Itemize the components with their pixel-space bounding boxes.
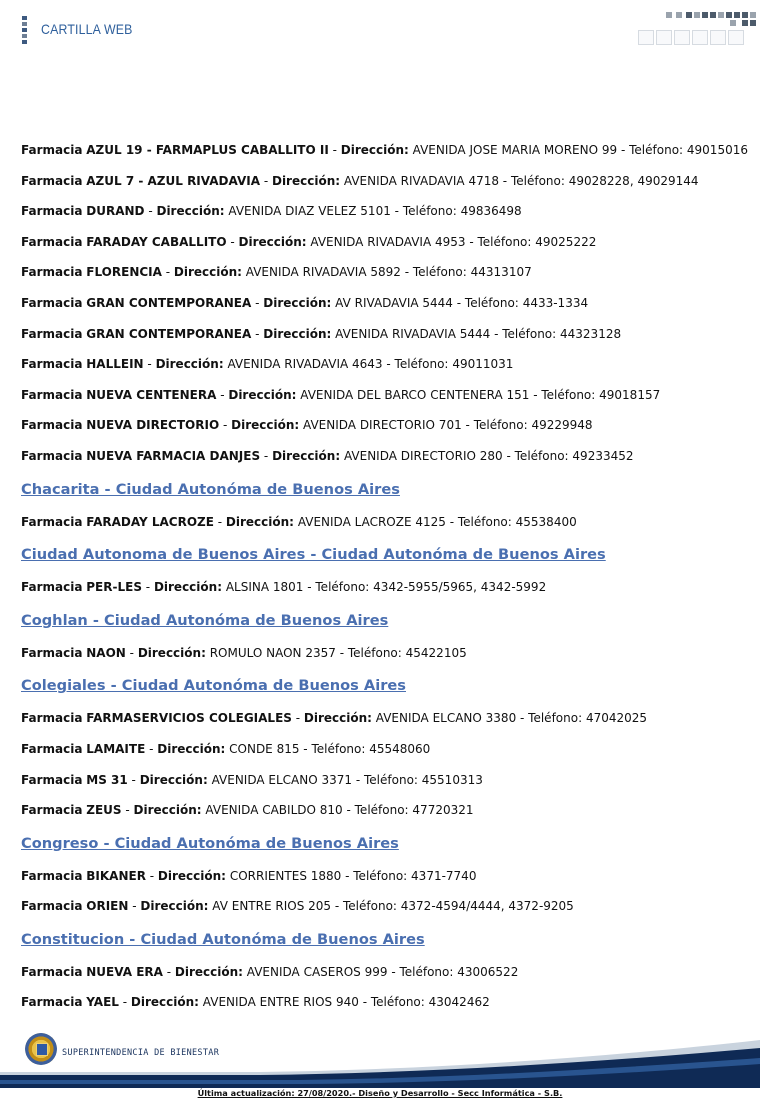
address-label: Dirección: (157, 741, 226, 756)
pharmacy-entry: Farmacia YAEL - Dirección: AVENIDA ENTRE RIOS 940 - Teléfono: 43042462 (21, 995, 490, 1010)
header-bars-icon (22, 16, 28, 46)
pharmacy-phone: 49233452 (572, 448, 634, 463)
page-title: CARTILLA WEB (41, 21, 133, 37)
pharmacy-prefix: Farmacia (21, 514, 83, 529)
address-label: Dirección: (263, 326, 332, 341)
pharmacy-address: AVENIDA RIVADAVIA 5444 (335, 326, 491, 341)
address-label: Dirección: (303, 711, 372, 726)
pharmacy-address: AVENIDA RIVADAVIA 5892 (245, 265, 401, 280)
address-label: Dirección: (133, 803, 202, 818)
phone-label: Teléfono: (354, 803, 409, 818)
page-header (0, 0, 760, 60)
pharmacy-phone: 43042462 (428, 995, 490, 1010)
pharmacy-prefix: Farmacia (21, 448, 83, 463)
pharmacy-address: AVENIDA ELCANO 3380 (375, 711, 517, 726)
pharmacy-prefix: Farmacia (21, 772, 83, 787)
pharmacy-name: FARADAY LACROZE (86, 514, 214, 529)
address-label: Dirección: (153, 580, 222, 595)
pharmacy-prefix: Farmacia (21, 295, 83, 310)
address-label: Dirección: (140, 899, 209, 914)
pharmacy-phone: 49229948 (531, 418, 593, 433)
address-label: Dirección: (263, 295, 332, 310)
pharmacy-phone: 49025222 (535, 234, 597, 249)
address-label: Dirección: (340, 143, 409, 157)
pharmacy-name: NUEVA ERA (86, 964, 163, 979)
section-heading-link[interactable]: Colegiales - Ciudad Autonóma de Buenos Aires (21, 677, 406, 695)
pharmacy-prefix: Farmacia (21, 418, 83, 433)
phone-label: Teléfono: (629, 143, 684, 157)
phone-label: Teléfono: (541, 387, 596, 402)
pharmacy-listing (21, 142, 751, 1025)
address-label: Dirección: (173, 265, 242, 280)
address-label: Dirección: (139, 772, 208, 787)
pharmacy-prefix: Farmacia (21, 964, 83, 979)
pharmacy-address: AVENIDA JOSE MARIA MORENO 99 (412, 143, 618, 157)
pharmacy-entry: Farmacia DURAND - Dirección: AVENIDA DIAZ VELEZ 5101 - Teléfono: 49836498 (21, 204, 522, 219)
pharmacy-entry: Farmacia FARMASERVICIOS COLEGIALES - Dirección: AVENIDA ELCANO 3380 - Teléfono: 47042025 (21, 711, 648, 726)
pharmacy-name: FARADAY CABALLITO (86, 234, 227, 249)
pharmacy-entry: Farmacia LAMAITE - Dirección: CONDE 815 - Teléfono: 45548060 (21, 741, 431, 756)
address-label: Dirección: (238, 234, 307, 249)
phone-label: Teléfono: (477, 234, 532, 249)
pharmacy-phone: 4342-5955/5965, 4342-5992 (373, 580, 547, 595)
phone-label: Teléfono: (364, 772, 418, 787)
pharmacy-entry: Farmacia NAON - Dirección: ROMULO NAON 2357 - Teléfono: 45422105 (21, 645, 467, 660)
pharmacy-name: FLORENCIA (86, 265, 162, 280)
phone-label: Teléfono: (311, 741, 366, 756)
pharmacy-address: CONDE 815 (229, 741, 300, 756)
pharmacy-phone: 45422105 (405, 645, 467, 660)
phone-label: Teléfono: (399, 964, 454, 979)
section-heading-link[interactable]: Congreso - Ciudad Autonóma de Buenos Aires (21, 834, 399, 852)
pharmacy-name: PER-LES (86, 580, 142, 595)
pharmacy-entry: Farmacia AZUL 7 - AZUL RIVADAVIA - Dirección: AVENIDA RIVADAVIA 4718 - Teléfono: 49028228, 49029144 (21, 173, 699, 188)
pharmacy-address: AVENIDA ENTRE RIOS 940 (202, 995, 359, 1010)
pharmacy-name: YAEL (86, 995, 119, 1010)
pharmacy-prefix: Farmacia (21, 387, 83, 402)
phone-label: Teléfono: (394, 357, 449, 372)
pharmacy-phone: 49836498 (460, 204, 522, 219)
pharmacy-name: FARMASERVICIOS COLEGIALES (86, 711, 292, 726)
pharmacy-name: NUEVA CENTENERA (86, 387, 217, 402)
pharmacy-entry: Farmacia FARADAY LACROZE - Dirección: AVENIDA LACROZE 4125 - Teléfono: 45538400 (21, 514, 577, 529)
pharmacy-phone: 44313107 (470, 265, 532, 280)
pharmacy-name: BIKANER (86, 868, 146, 883)
section-heading-link[interactable]: Coghlan - Ciudad Autonóma de Buenos Aires (21, 611, 389, 629)
phone-label: Teléfono: (370, 995, 425, 1010)
pharmacy-address: AVENIDA RIVADAVIA 4718 (343, 173, 499, 188)
pharmacy-phone: 45548060 (369, 741, 431, 756)
pharmacy-address: AVENIDA RIVADAVIA 4953 (310, 234, 466, 249)
pharmacy-entry: Farmacia AZUL 19 - FARMAPLUS CABALLITO II - Dirección: AVENIDA JOSE MARIA MORENO 99 - Teléfono: 49015016 (21, 143, 748, 157)
pharmacy-prefix: Farmacia (21, 645, 83, 660)
pharmacy-address: AV RIVADAVIA 5444 (335, 295, 453, 310)
phone-label: Teléfono: (510, 173, 565, 188)
address-label: Dirección: (225, 514, 294, 529)
pharmacy-name: LAMAITE (86, 741, 146, 756)
pharmacy-entry: Farmacia NUEVA ERA - Dirección: AVENIDA CASEROS 999 - Teléfono: 43006522 (21, 964, 519, 979)
section-heading-link[interactable]: Ciudad Autonoma de Buenos Aires - Ciudad Autonóma de Buenos Aires (21, 546, 606, 564)
address-label: Dirección: (174, 964, 243, 979)
pharmacy-name: AZUL 19 - FARMAPLUS CABALLITO II (86, 143, 329, 157)
pharmacy-phone: 49018157 (599, 387, 661, 402)
pharmacy-name: GRAN CONTEMPORANEA (86, 326, 252, 341)
pharmacy-entry: Farmacia GRAN CONTEMPORANEA - Dirección: AVENIDA RIVADAVIA 5444 - Teléfono: 44323128 (21, 326, 622, 341)
pharmacy-address: AVENIDA DIRECTORIO 280 (343, 448, 503, 463)
pharmacy-entry: Farmacia MS 31 - Dirección: AVENIDA ELCANO 3371 - Teléfono: 45510313 (21, 772, 483, 787)
pharmacy-prefix: Farmacia (21, 711, 83, 726)
pharmacy-entry: Farmacia NUEVA FARMACIA DANJES - Dirección: AVENIDA DIRECTORIO 280 - Teléfono: 49233452 (21, 448, 634, 463)
pharmacy-prefix: Farmacia (21, 899, 83, 914)
pharmacy-name: NUEVA FARMACIA DANJES (86, 448, 261, 463)
address-label: Dirección: (271, 173, 341, 188)
pharmacy-phone: 47720321 (412, 803, 474, 818)
pharmacy-phone: 4371-7740 (411, 868, 477, 883)
pharmacy-entry: Farmacia FLORENCIA - Dirección: AVENIDA RIVADAVIA 5892 - Teléfono: 44313107 (21, 265, 532, 280)
pharmacy-entry: Farmacia NUEVA CENTENERA - Dirección: AVENIDA DEL BARCO CENTENERA 151 - Teléfono: 49018157 (21, 387, 661, 402)
pharmacy-address: AVENIDA LACROZE 4125 (297, 514, 446, 529)
pharmacy-name: AZUL 7 - AZUL RIVADAVIA (86, 173, 261, 188)
phone-label: Teléfono: (473, 418, 528, 433)
pharmacy-address: AVENIDA RIVADAVIA 4643 (227, 357, 383, 372)
pharmacy-address: AVENIDA DIAZ VELEZ 5101 (228, 204, 391, 219)
pharmacy-prefix: Farmacia (21, 741, 83, 756)
pharmacy-name: DURAND (86, 204, 145, 219)
page-footer (0, 1028, 760, 1102)
pharmacy-entry: Farmacia ZEUS - Dirección: AVENIDA CABILDO 810 - Teléfono: 47720321 (21, 803, 474, 818)
pharmacy-address: AVENIDA DEL BARCO CENTENERA 151 (300, 387, 530, 402)
institution-seal-logo (25, 1033, 57, 1065)
address-label: Dirección: (228, 387, 297, 402)
pharmacy-address: ROMULO NAON 2357 (209, 645, 336, 660)
address-label: Dirección: (272, 448, 341, 463)
pharmacy-address: AVENIDA CABILDO 810 (205, 803, 343, 818)
pharmacy-prefix: Farmacia (21, 173, 83, 188)
pharmacy-phone: 43006522 (457, 964, 519, 979)
phone-label: Teléfono: (315, 580, 370, 595)
section-heading-link[interactable]: Chacarita - Ciudad Autonóma de Buenos Aires (21, 480, 400, 498)
phone-label: Teléfono: (528, 711, 583, 726)
pharmacy-prefix: Farmacia (21, 143, 83, 157)
pharmacy-entry: Farmacia NUEVA DIRECTORIO - Dirección: AVENIDA DIRECTORIO 701 - Teléfono: 49229948 (21, 418, 593, 433)
pharmacy-prefix: Farmacia (21, 265, 83, 280)
last-updated-note: Última actualización: 27/08/2020.- Diseño y Desarrollo - Secc Informática - S.B. (197, 1088, 563, 1098)
phone-label: Teléfono: (347, 645, 402, 660)
pharmacy-entry: Farmacia ORIEN - Dirección: AV ENTRE RIOS 205 - Teléfono: 4372-4594/4444, 4372-9205 (21, 899, 574, 914)
address-label: Dirección: (231, 418, 300, 433)
phone-label: Teléfono: (502, 326, 557, 341)
pharmacy-prefix: Farmacia (21, 357, 83, 372)
phone-label: Teléfono: (457, 514, 512, 529)
pharmacy-phone: 44323128 (560, 326, 622, 341)
address-label: Dirección: (156, 204, 225, 219)
phone-label: Teléfono: (402, 204, 457, 219)
pharmacy-address: ALSINA 1801 (225, 580, 304, 595)
phone-label: Teléfono: (353, 868, 408, 883)
phone-label: Teléfono: (514, 448, 569, 463)
pharmacy-name: NAON (86, 645, 126, 660)
phone-label: Teléfono: (412, 265, 467, 280)
pharmacy-name: MS 31 (86, 772, 128, 787)
pharmacy-entry: Farmacia PER-LES - Dirección: ALSINA 1801 - Teléfono: 4342-5955/5965, 4342-5992 (21, 580, 547, 595)
pharmacy-name: GRAN CONTEMPORANEA (86, 295, 252, 310)
phone-label: Teléfono: (464, 295, 519, 310)
pharmacy-phone: 49028228, 49029144 (568, 173, 699, 188)
pharmacy-prefix: Farmacia (21, 803, 83, 818)
pharmacy-phone: 45538400 (515, 514, 577, 529)
pharmacy-name: ZEUS (86, 803, 122, 818)
pharmacy-prefix: Farmacia (21, 580, 83, 595)
pharmacy-entry: Farmacia BIKANER - Dirección: CORRIENTES 1880 - Teléfono: 4371-7740 (21, 868, 477, 883)
pharmacy-name: ORIEN (86, 899, 129, 914)
address-label: Dirección: (155, 357, 224, 372)
pharmacy-address: AVENIDA CASEROS 999 (246, 964, 388, 979)
pharmacy-name: HALLEIN (86, 357, 144, 372)
pharmacy-entry: Farmacia GRAN CONTEMPORANEA - Dirección: AV RIVADAVIA 5444 - Teléfono: 4433-1334 (21, 295, 589, 310)
pharmacy-phone: 4372-4594/4444, 4372-9205 (400, 899, 574, 914)
pharmacy-entry: Farmacia FARADAY CABALLITO - Dirección: AVENIDA RIVADAVIA 4953 - Teléfono: 49025222 (21, 234, 597, 249)
header-decoration (638, 12, 758, 48)
pharmacy-address: AVENIDA DIRECTORIO 701 (303, 418, 462, 433)
pharmacy-address: AV ENTRE RIOS 205 (212, 899, 332, 914)
address-label: Dirección: (137, 645, 206, 660)
section-heading-link[interactable]: Constitucion - Ciudad Autonóma de Buenos Aires (21, 930, 425, 948)
pharmacy-name: NUEVA DIRECTORIO (86, 418, 220, 433)
pharmacy-entry: Farmacia HALLEIN - Dirección: AVENIDA RIVADAVIA 4643 - Teléfono: 49011031 (21, 357, 514, 372)
pharmacy-phone: 47042025 (585, 711, 648, 726)
pharmacy-phone: 45510313 (421, 772, 483, 787)
address-label: Dirección: (157, 868, 226, 883)
pharmacy-prefix: Farmacia (21, 204, 83, 219)
pharmacy-prefix: Farmacia (21, 995, 83, 1010)
pharmacy-prefix: Farmacia (21, 234, 83, 249)
pharmacy-prefix: Farmacia (21, 326, 83, 341)
pharmacy-phone: 49015016 (686, 143, 748, 157)
pharmacy-phone: 4433-1334 (522, 295, 589, 310)
address-label: Dirección: (130, 995, 199, 1010)
pharmacy-prefix: Farmacia (21, 868, 83, 883)
phone-label: Teléfono: (343, 899, 397, 914)
footer-wave-banner (0, 1028, 760, 1088)
organization-name: SUPERINTENDENCIA DE BIENESTAR (62, 1048, 220, 1058)
pharmacy-phone: 49011031 (452, 357, 514, 372)
pharmacy-address: CORRIENTES 1880 (229, 868, 342, 883)
pharmacy-address: AVENIDA ELCANO 3371 (211, 772, 353, 787)
